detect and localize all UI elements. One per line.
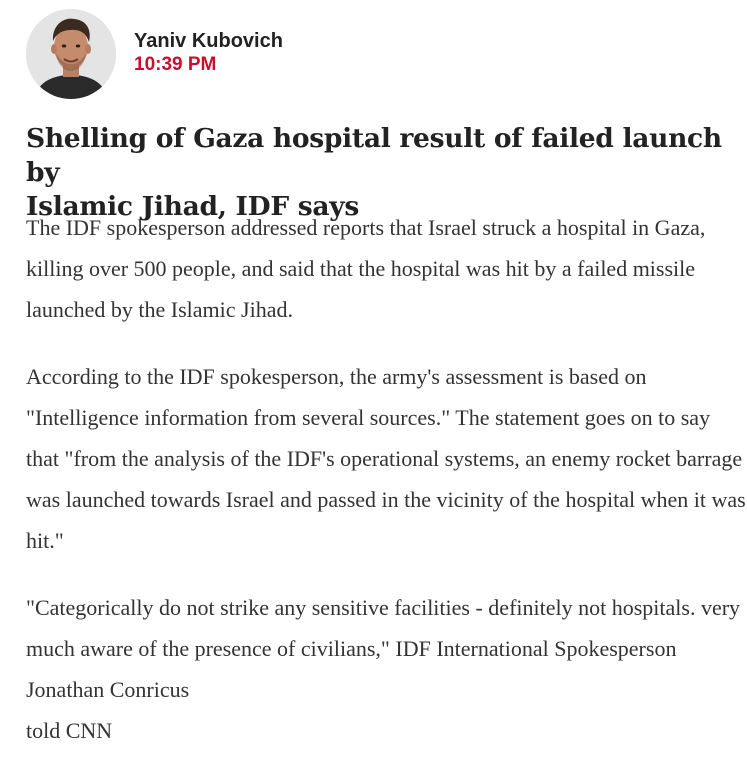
author-avatar[interactable] [26, 9, 116, 99]
paragraph-3-text: "Categorically do not strike any sensitive facilities - definitely not hospitals. very much aware of the presence of civilians," IDF International Spokesperson Jonathan Conricus [26, 595, 741, 702]
paragraph-3 [26, 587, 747, 751]
paragraph-3-attribution: told CNN [26, 718, 113, 743]
post-body [26, 207, 747, 777]
post-time: 10:39 PM [134, 54, 217, 75]
author-name[interactable]: Yaniv Kubovich [134, 30, 283, 52]
author-meta [134, 29, 283, 77]
author-photo [26, 9, 116, 99]
paragraph-2: According to the IDF spokesperson, the army's assessment is based on "Intelligence information from several sources." The statement goes on to say that "from the analysis of the IDF's operational systems, an enemy rocket barrage was launched towards Israel and passed in the vicinity of the hospital when it was hit." [26, 364, 746, 553]
headline-line-1: Shelling of Gaza hospital result of failed launch by [26, 123, 722, 188]
headline-line-2: Islamic Jihad, IDF says [26, 191, 359, 222]
author-row [26, 8, 283, 100]
paragraph-1: The IDF spokesperson addressed reports that Israel struck a hospital in Gaza, killing over 500 people, and said that the hospital was hit by a failed missile launched by the Islamic Jihad. [26, 215, 706, 322]
